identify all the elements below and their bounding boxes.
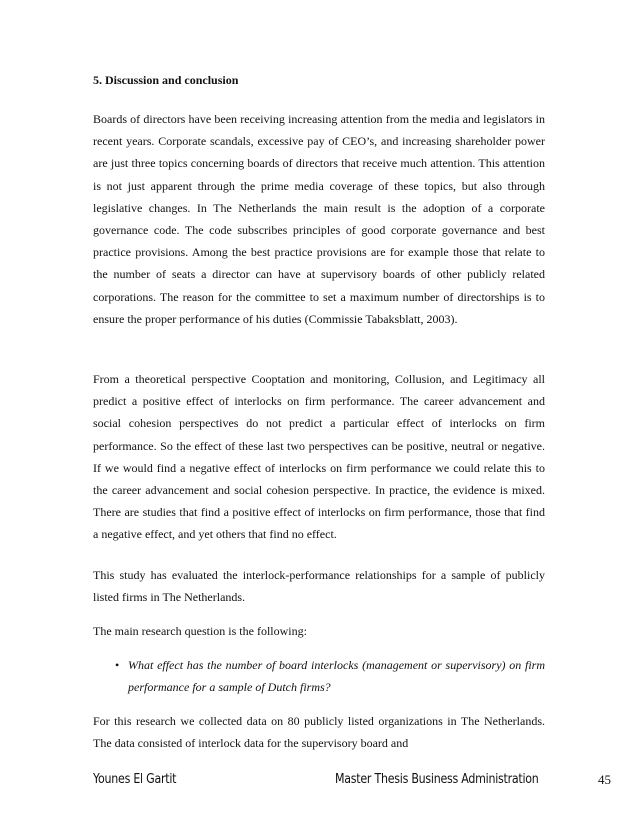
- research-question-text: What effect has the number of board interlocks (management or supervisory) on firm performance for a sample of Dutch firms?: [128, 658, 545, 695]
- bullet-icon: •: [115, 658, 120, 672]
- footer-page-number: 45: [598, 772, 611, 787]
- paragraph-5: For this research we collected data on 80 publicly listed organizations in The Netherlands. The data consisted of interlock data for the supervisory board and: [93, 714, 545, 751]
- paragraph-1: Boards of directors have been receiving increasing attention from the media and legislators in recent years. Corporate scandals, excessive pay of CEO’s, and increasing shareholder power are just three topics concerning boards of directors that receive much attention. This attention is not just apparent through the prime media coverage of these topics, but also through legislative changes. In The Netherlands the main result is the adoption of a corporate governance code. The code subscribes principles of good corporate governance and best practice provisions. Among the best practice provisions are for example those that relate to the number of seats a director can have at supervisory boards of other publicly related corporations. The reason for the committee to set a maximum number of directorships is to ensure the proper performance of his duties (Commissie Tabaksblatt, 2003).: [93, 112, 545, 326]
- footer-title: Master Thesis Business Administration: [335, 772, 539, 787]
- section-heading: 5. Discussion and conclusion: [93, 73, 239, 87]
- footer-author: Younes El Gartit: [93, 772, 177, 787]
- paragraph-4: The main research question is the following:: [93, 624, 307, 638]
- paragraph-3: This study has evaluated the interlock-performance relationships for a sample of publicly listed firms in The Netherlands.: [93, 568, 545, 605]
- research-question-bullet: [93, 654, 545, 698]
- paragraph-2: From a theoretical perspective Cooptation and monitoring, Collusion, and Legitimacy all predict a positive effect of interlocks on firm performance. The career advancement and social cohesion perspectives do not predict a particular effect of interlocks on firm performance. So the effect of these last two perspectives can be positive, neutral or negative. If we would find a negative effect of interlocks on firm performance we could relate this to the career advancement and social cohesion perspective. In practice, the evidence is mixed. There are studies that find a positive effect of interlocks on firm performance, those that find a negative effect, and yet others that find no effect.: [93, 372, 545, 542]
